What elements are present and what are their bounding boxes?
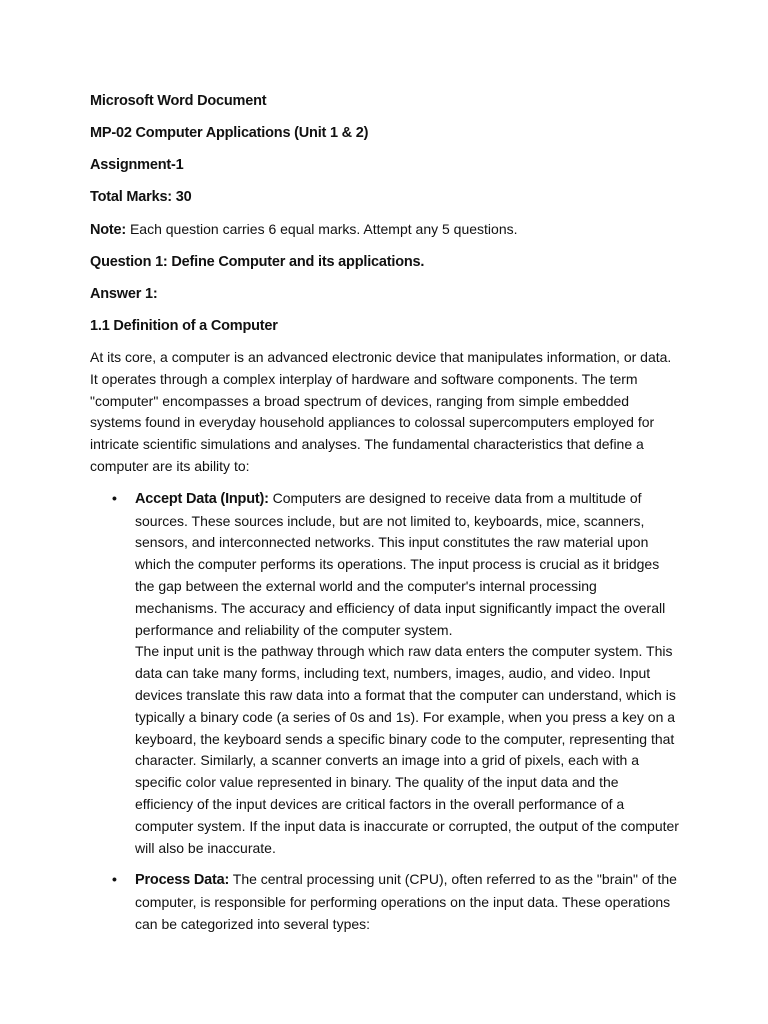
section-heading: 1.1 Definition of a Computer — [90, 318, 278, 334]
total-marks: Total Marks: 30 — [90, 189, 192, 205]
bullet-continuation: The input unit is the pathway through which raw data enters the computer system. This data can take many forms, including text, numbers, images, audio, and video. Input devices translate this raw data into a format that the computer can understand, which is typically a binary code (a series of 0s and 1s). For example, when you press a key on a keyboard, the keyboard sends a specific binary code to the computer, representing that character. Similarly, a scanner converts an image into a grid of pixels, each with a specific color value represented in binary. The quality of the input data and the efficiency of the input devices are critical factors in the overall performance of a computer system. If the input data is inaccurate or corrupted, the output of the computer will also be inaccurate. — [135, 643, 679, 856]
answer-heading: Answer 1: — [90, 286, 158, 302]
note-label: Note: — [90, 222, 127, 238]
bullet-label: Process Data: — [135, 872, 230, 889]
question-heading: Question 1: Define Computer and its applications. — [90, 254, 425, 270]
course-title: MP-02 Computer Applications (Unit 1 & 2) — [90, 125, 369, 141]
intro-paragraph: At its core, a computer is an advanced electronic device that manipulates information, or data. It operates through a complex interplay of hardware and software components. The term "computer" encompasses a broad spectrum of devices, ranging from simple embedded systems found in everyday household appliances to colossal supercomputers employed for intricate scientific simulations and analyses. The fundamental characteristics that define a computer are its ability to: — [90, 349, 672, 474]
bullet-label: Accept Data (Input): — [135, 490, 269, 507]
bullet-text: The central processing unit (CPU), often referred to as the "brain" of the computer, is responsible for performing operations on the input data. These operations can be categorized into several types: — [135, 871, 677, 932]
note-line — [90, 218, 678, 241]
list-item — [90, 869, 680, 935]
bullet-icon: • — [112, 489, 117, 506]
assignment-title: Assignment-1 — [90, 157, 184, 173]
note-text: Each question carries 6 equal marks. Attempt any 5 questions. — [126, 221, 518, 237]
bullet-icon: • — [112, 871, 117, 888]
bullet-list — [90, 488, 678, 936]
bullet-text: Computers are designed to receive data from a multitude of sources. These sources include, but are not limited to, keyboards, mice, scanners, sensors, and interconnected networks. This input constitutes the raw material upon which the computer performs its operations. The input process is crucial as it bridges the gap between the external world and the computer's internal processing mechanisms. The accuracy and efficiency of data input significantly impact the overall performance and reliability of the computer system. — [135, 489, 666, 638]
document-title: Microsoft Word Document — [90, 93, 267, 109]
list-item — [90, 488, 680, 860]
